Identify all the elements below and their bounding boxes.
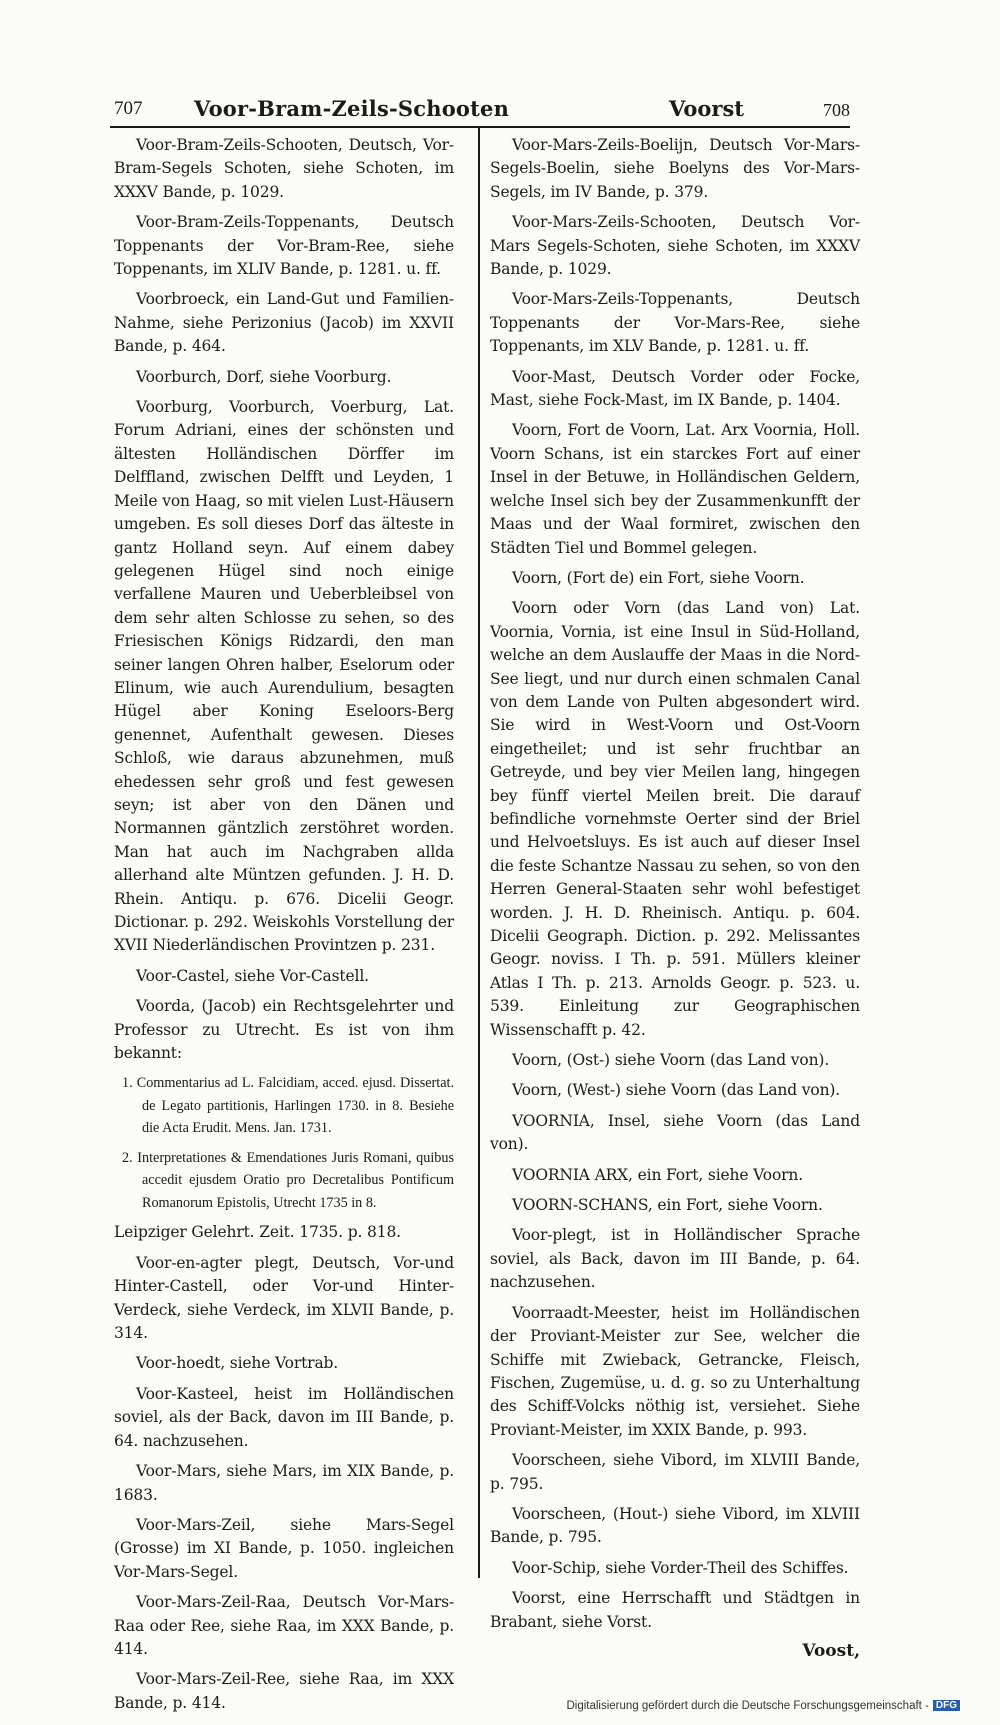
entry-paragraph: Voorscheen, (Hout-) siehe Vibord, im XLVIII Bande, p. 795. <box>490 1504 860 1547</box>
entry-paragraph: Voorn oder Vorn (das Land von) Lat. Voornia, Vornia, ist eine Insul in Süd-Holland, welche an dem Auslauffe der Maas in die Nord-See liegt, und nur durch einen schmalen Canal von dem Lande von Pulten abgesondert wird. Sie wird in West-Voorn und Ost-Voorn eingetheilet; und ist sehr fruchtbar an Getreyde, und bey vier Meilen lang, hingegen bey fünff viertel Meilen breit. Die darauf befindliche vornehmste Oerter sind der Briel und Helvoetsluys. Es ist auch auf dieser Insel die feste Schantze Nassau zu sehen, so von den Herren General-Staaten sehr wohl befestiget worden. J. H. D. Rheinisch. Antiqu. p. 604. Dicelii Geograph. Diction. p. 292. Melissantes Geogr. noviss. I Th. p. 591. Müllers kleiner Atlas I Th. p. 213. Arnolds Geogr. p. 523. u. 539. Einleitung zur Geographischen Wissenschafft p. 42. <box>490 599 860 1039</box>
entry-paragraph: Voor-Bram-Zeils-Toppenants, Deutsch Toppenants der Vor-Bram-Ree, siehe Toppenants, im XLIV Bande, p. 1281. u. ff. <box>114 213 454 279</box>
entry-paragraph: Voorn, (Ost-) siehe Voorn (das Land von). <box>512 1051 830 1070</box>
entry-paragraph: Voor-Schip, siehe Vorder-Theil des Schiffes. <box>512 1558 849 1577</box>
left-page-number: 707 <box>114 98 143 119</box>
entry-paragraph: Voor-Mars-Zeils-Schooten, Deutsch Vor-Mars Segels-Schoten, siehe Schoten, im XXXV Bande, p. 1029. <box>490 213 860 279</box>
numbered-work: 2. Interpretationes & Emendationes Juris Romani, quibus accedit ejusdem Oratio pro Decretalibus Pontificum Romanorum Epistolis, Utrecht 1735 in 8. <box>122 1149 454 1211</box>
entry-paragraph: Voorn, Fort de Voorn, Lat. Arx Voornia, Holl. Voorn Schans, ist ein starckes Fort auf einer Insel in der Betuwe, in Holländischen Geldern, welche Insel sich bey der Zusammenkunfft der Maas und der Waal formiret, zwischen den Städten Tiel und Bommel gelegen. <box>490 421 860 557</box>
entry-paragraph: VOORN-SCHANS, ein Fort, siehe Voorn. <box>512 1196 823 1215</box>
dfg-logo: DFG <box>933 1700 960 1711</box>
entry-paragraph: Voor-Mars-Zeil-Ree, siehe Raa, im XXX Bande, p. 414. <box>114 1670 454 1712</box>
entry-paragraph: Voor-Kasteel, heist im Holländischen soviel, als der Back, davon im III Bande, p. 64. nachzusehen. <box>114 1384 454 1450</box>
entry-paragraph: Voor-plegt, ist in Holländischer Sprache soviel, als Back, davon im III Bande, p. 64. nachzusehen. <box>490 1226 860 1292</box>
entry-paragraph: VOORNIA, Insel, siehe Voorn (das Land von). <box>490 1111 860 1154</box>
entry-paragraph: Voorraadt-Meester, heist im Holländischen der Proviant-Meister zur See, welcher die Schiffe mit Zwieback, Getrancke, Fleisch, Fischen, Zugemüse, u. d. g. so zu Unterhaltung des Schiff-Volcks nöthig ist, versiehet. Siehe Proviant-Meister, im XXIX Bande, p. 993. <box>490 1303 860 1439</box>
entry-paragraph: Voor-Mars-Zeil, siehe Mars-Segel (Grosse) im XI Bande, p. 1050. ingleichen Vor-Mars-Segel. <box>114 1515 454 1581</box>
entry-paragraph: Voorburg, Voorburch, Voerburg, Lat. Forum Adriani, eines der schönsten und ältesten Holländischen Dörffer im Delffland, zwischen Delfft und Leyden, 1 Meile von Haag, so mit vielen Lust-Häusern umgeben. Es soll dieses Dorf das älteste in gantz Holland seyn. Auf einem dabey gelegenen Hügel sind noch einige verfallene Mauren und Ueberbleibsel von dem sehr alten Schlosse zu sehen, so des Friesischen Königs Ridzardi, den man seiner langen Ohren halber, Eselorum oder Elinum, wie auch Aurendulium, besagten Hügel aber Koning Eseloors-Berg genennet, Aufenthalt gewesen. Dieses Schloß, wie daraus abzunehmen, muß ehedessen sehr groß und fest gewesen seyn; ist aber von den Dänen und Normannen gäntzlich zerstöhret worden. Man hat auch im Nachgraben allda allerhand alte Müntzen gefunden. J. H. D. Rhein. Antiqu. p. 676. Dicelii Geogr. Dictionar. p. 292. Weiskohls Vorstellung der XVII Niederländischen Provintzen p. 231. <box>114 398 454 955</box>
entry-paragraph: VOORNIA ARX, ein Fort, siehe Voorn. <box>512 1165 804 1184</box>
digitization-credit <box>566 1700 960 1712</box>
entry-paragraph: Voorburch, Dorf, siehe Voorburg. <box>136 367 392 386</box>
entry-paragraph: Voor-Mars-Zeil-Raa, Deutsch Vor-Mars-Raa oder Ree, siehe Raa, im XXX Bande, p. 414. <box>114 1593 454 1658</box>
right-page-number: 708 <box>823 100 850 120</box>
entry-paragraph: Voorda, (Jacob) ein Rechtsgelehrter und Professor zu Utrecht. Es ist von ihm bekannt: <box>114 997 454 1063</box>
column-divider <box>478 128 480 1578</box>
entry-paragraph: Voor-Mars-Zeils-Boelijn, Deutsch Vor-Mars-Segels-Boelin, siehe Boelyns des Vor-Mars-Segels, im IV Bande, p. 379. <box>490 136 860 201</box>
entry-paragraph: Voorst, eine Herrschafft und Städtgen in Brabant, siehe Vorst. <box>490 1589 860 1631</box>
entry-paragraph: Voor-hoedt, siehe Vortrab. <box>136 1354 339 1373</box>
entry-paragraph: Voorscheen, siehe Vibord, im XLVIII Bande, p. 795. <box>490 1451 860 1493</box>
left-column <box>114 134 454 1722</box>
entry-paragraph: Voorbroeck, ein Land-Gut und Familien-Nahme, siehe Perizonius (Jacob) im XXVII Bande, p. 464. <box>114 290 454 356</box>
entry-paragraph: Voor-Mars, siehe Mars, im XIX Bande, p. 1683. <box>114 1462 454 1504</box>
entry-paragraph: Voorn, (Fort de) ein Fort, siehe Voorn. <box>512 568 805 587</box>
entry-paragraph: Leipziger Gelehrt. Zeit. 1735. p. 818. <box>114 1223 401 1242</box>
running-header <box>110 92 850 128</box>
credit-text: Digitalisierung gefördert durch die Deutsche Forschungsgemeinschaft - <box>566 1700 929 1712</box>
left-running-title: Voor-Bram-Zeils-Schooten <box>194 96 510 121</box>
entry-paragraph: Voorn, (West-) siehe Voorn (das Land von). <box>512 1081 841 1100</box>
catchword: Voost, <box>802 1640 860 1661</box>
numbered-work: 1. Commentarius ad L. Falcidiam, acced. ejusd. Dissertat. de Legato partitionis, Harlingen 1730. in 8. Besiehe die Acta Erudit. Mens. Jan. 1731. <box>122 1075 454 1137</box>
right-column <box>490 134 860 1661</box>
entry-paragraph: Voor-Mars-Zeils-Toppenants, Deutsch Toppenants der Vor-Mars-Ree, siehe Toppenants, im XLV Bande, p. 1281. u. ff. <box>490 290 860 356</box>
entry-paragraph: Voor-Castel, siehe Vor-Castell. <box>136 966 369 985</box>
entry-paragraph: Voor-en-agter plegt, Deutsch, Vor-und Hinter-Castell, oder Vor-und Hinter-Verdeck, siehe Verdeck, im XLVII Bande, p. 314. <box>114 1253 454 1343</box>
entry-paragraph: Voor-Bram-Zeils-Schooten, Deutsch, Vor-Bram-Segels Schoten, siehe Schoten, im XXXV Bande, p. 1029. <box>114 136 454 201</box>
right-running-title: Voorst <box>669 96 744 121</box>
entry-paragraph: Voor-Mast, Deutsch Vorder oder Focke, Mast, siehe Fock-Mast, im IX Bande, p. 1404. <box>490 367 860 410</box>
